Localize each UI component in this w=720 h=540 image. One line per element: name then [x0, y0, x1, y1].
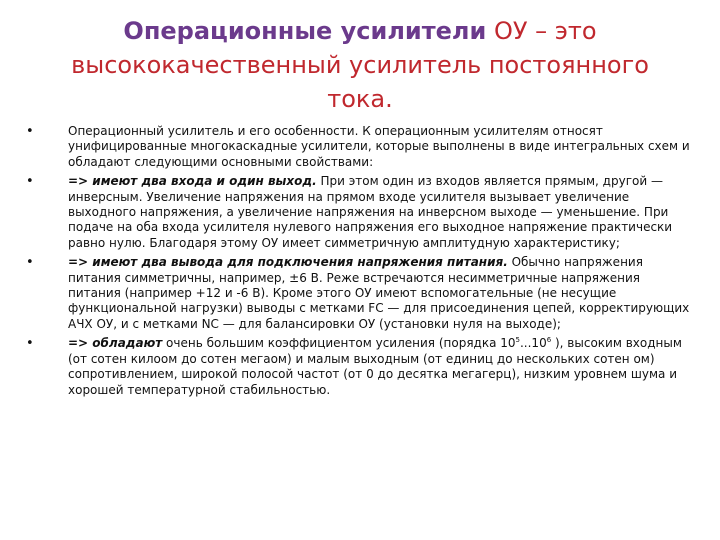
bullet-mark: • — [26, 124, 34, 139]
bullet-emphasis: => обладают — [68, 336, 163, 351]
bullet-mark: • — [26, 336, 34, 352]
exponent: 5 — [515, 336, 520, 345]
title-lead: Операционные усилители — [123, 17, 487, 45]
slide-title — [40, 14, 680, 116]
bullet-emphasis: => имеют два вывода для подключения напряжения питания. — [68, 255, 508, 270]
bullet-item — [24, 174, 696, 251]
bullet-list — [24, 124, 696, 402]
bullet-text: Обычно напряжения питания симметричны, например, ±6 В. Реже встречаются несимметричные напряжения питания (например +12 и -6 В). Кроме этого ОУ имеют вспомогательные (не несущие функциональной нагрузки) выводы с метками FC — для присоединения цепей, корректирующих АЧХ ОУ, и с метками NC — для балансировки ОУ (установки нуля на выходе); — [68, 255, 690, 331]
bullet-emphasis: => имеют два входа и один выход. — [68, 174, 317, 189]
bullet-item — [24, 124, 696, 170]
bullet-text: ), высоким входным (от сотен килоом до сотен мегаом) и малым выходным (от единиц до нескольких сотен ом) сопротивлением, широкой полосой частот (от 0 до десятка мегагерц), низким уровнем шума и хорошей температурной стабильностью. — [68, 336, 682, 397]
bullet-text: очень большим коэффициентом усиления (порядка 10 — [162, 336, 516, 351]
bullet-text: Операционный усилитель и его особенности. К операционным усилителям относят унифицированные многокаскадные усилители, которые выполнены в виде интегральных схем и обладают следующими основными свойствами: — [68, 124, 690, 169]
bullet-mark: • — [26, 255, 34, 271]
title-rest: ОУ – это высококачественный усилитель постоянного тока. — [71, 17, 649, 113]
bullet-text: ...10 — [519, 336, 547, 351]
exponent: 6 — [546, 336, 552, 345]
bullet-text: При этом один из входов является прямым, другой — инверсным. Увеличение напряжения на прямом входе усилителя вызывает увеличение выходного напряжения, а увеличение напряжения на инверсном выходе — уменьшение. При подаче на оба входа усилителя нулевого напряжения его выходное напряжение практически равно нулю. Благодаря этому ОУ имеет симметричную амплитудную характеристику; — [68, 174, 673, 250]
bullet-item — [24, 336, 696, 398]
bullet-mark: • — [26, 174, 34, 190]
bullet-item — [24, 255, 696, 332]
